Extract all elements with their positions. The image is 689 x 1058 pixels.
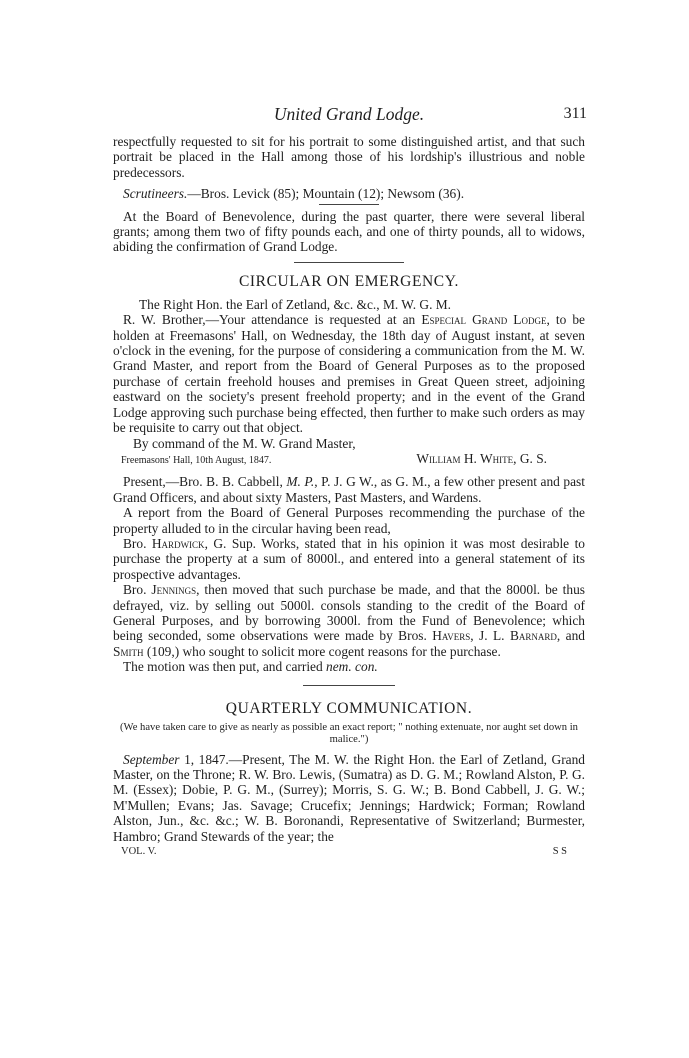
paragraph-hardwick bbox=[113, 536, 585, 582]
mp-title: M. P. bbox=[286, 474, 315, 490]
jennings-text: , then moved that such purchase be made, and that the 8000l. be thus defrayed, viz. by selling out 5000l. consols standing to the credit of the Board of General Purposes, and by borrowing 3000l. from the Fund of Benevolence; which being seconded, some observations were made by Bros. bbox=[113, 582, 585, 644]
paragraph-september bbox=[113, 752, 585, 844]
scrutineers-label: Scrutineers. bbox=[123, 186, 188, 202]
paragraph-portrait: respectfully requested to sit for his portrait to some distinguished artist, and that such portrait be placed in the Hall among those of his lordship's illustrious and noble predecessors. bbox=[113, 134, 585, 180]
paragraph-present bbox=[113, 474, 585, 505]
circular-body-rest: , to be holden at Freemasons' Hall, on Wednesday, the 18th day of August instant, at seven o'clock in the evening, for the purpose of considering a communication from the M. W. Grand Master, and report from the Board of General Purposes as to the proposed purchase of certain freehold houses and premises in Great Queen street, adjoining eastward on the society's present freehold property; and in the event of the Grand Lodge approving such purchase being effected, then further to make such orders as may be requisite to carry out that object. bbox=[113, 312, 585, 436]
name-hardwick: Hardwick bbox=[151, 535, 205, 551]
separator-rule bbox=[319, 204, 379, 205]
place-date: Freemasons' Hall, 10th August, 1847. bbox=[121, 454, 272, 466]
jennings-text-3: , and bbox=[556, 628, 585, 644]
jennings-text-2: , J. L. bbox=[470, 628, 505, 644]
date-label: September bbox=[123, 751, 180, 767]
jennings-text-4: (109,) who sought to solicit more cogent reasons for the purchase. bbox=[146, 643, 501, 659]
especial-grand-lodge: Especial Grand Lodge bbox=[421, 312, 547, 328]
book-page bbox=[113, 100, 585, 862]
name-smith: Smith bbox=[113, 643, 144, 659]
signature: William H. White, G. S. bbox=[416, 450, 547, 466]
circular-signature-line bbox=[113, 451, 585, 468]
nem-con: nem. con. bbox=[326, 659, 378, 675]
bro-text: Bro. bbox=[123, 535, 147, 551]
present-text-rest: , P. J. G W., as G. M., a few other present and past Grand Officers, and about sixty Masters, Past Masters, and Wardens. bbox=[113, 474, 585, 505]
paragraph-jennings bbox=[113, 582, 585, 659]
september-text: 1, 1847.—Present, The M. W. the Right Hon. the Earl of Zetland, Grand Master, on the Throne; R. W. Bro. Lewis, (Sumatra) as D. G. M.; Rowland Alston, P. G. M. (Essex); Dobie, P. G. M., (Surrey); Morris, S. G. W.; B. Bond Cabbell, J. G. W.; M'Mullen; Evans; Jas. Savage; Crucefix; Jennings; Hardwick; Forman; Rowland Alston, Jun., &c. &c.; W. B. Boronandi, Representative of Switzerland; Burmester, Hambro; Grand Stewards of the year; the bbox=[113, 751, 585, 844]
separator-rule bbox=[303, 685, 395, 686]
separator-rule bbox=[294, 262, 404, 263]
circular-body-start: R. W. Brother,—Your attendance is requested at an bbox=[123, 312, 416, 328]
paragraph-motion bbox=[113, 659, 585, 674]
quarterly-heading: QUARTERLY COMMUNICATION. bbox=[225, 699, 473, 717]
hardwick-text: , G. Sup. Works, stated that in his opinion it was most desirable to purchase the property at a sum of 8000l., and entered into a general statement of its prospective advantages. bbox=[113, 535, 585, 582]
paragraph-scrutineers bbox=[113, 186, 585, 201]
bro-text: Bro. bbox=[123, 582, 147, 598]
volume-label: VOL. V. bbox=[121, 846, 157, 858]
page-header bbox=[113, 100, 585, 134]
signature-mark: S S bbox=[552, 846, 567, 858]
name-barnard: Barnard bbox=[509, 628, 557, 644]
paragraph-benevolence: At the Board of Benevolence, during the past quarter, there were several liberal grants; among them two of fifty pounds each, and one of thirty pounds, all to widows, abiding the confirmation of Grand Lodge. bbox=[113, 208, 585, 255]
page-number: 311 bbox=[563, 105, 587, 122]
scrutineers-text: —Bros. Levick (85); Mountain (12); Newsom (36). bbox=[187, 186, 465, 202]
motion-text: The motion was then put, and carried bbox=[123, 659, 323, 675]
circular-body bbox=[113, 312, 585, 435]
name-jennings: Jennings bbox=[151, 582, 197, 598]
page-footer bbox=[113, 846, 585, 862]
present-text: Present,—Bro. B. B. Cabbell, bbox=[123, 474, 283, 490]
circular-heading: CIRCULAR ON EMERGENCY. bbox=[238, 272, 460, 290]
paragraph-report: A report from the Board of General Purposes recommending the purchase of the property alluded to in the circular having been read, bbox=[113, 505, 585, 536]
quarterly-note: (We have taken care to give as nearly as possible an exact report; " nothing extenuate, nor aught set down in malice.") bbox=[120, 721, 578, 745]
running-title: United Grand Lodge. bbox=[273, 104, 425, 124]
circular-address-line: The Right Hon. the Earl of Zetland, &c. &c., M. W. G. M. bbox=[139, 296, 452, 312]
name-havers: Havers bbox=[432, 628, 471, 644]
circular-command: By command of the M. W. Grand Master, bbox=[133, 435, 356, 451]
